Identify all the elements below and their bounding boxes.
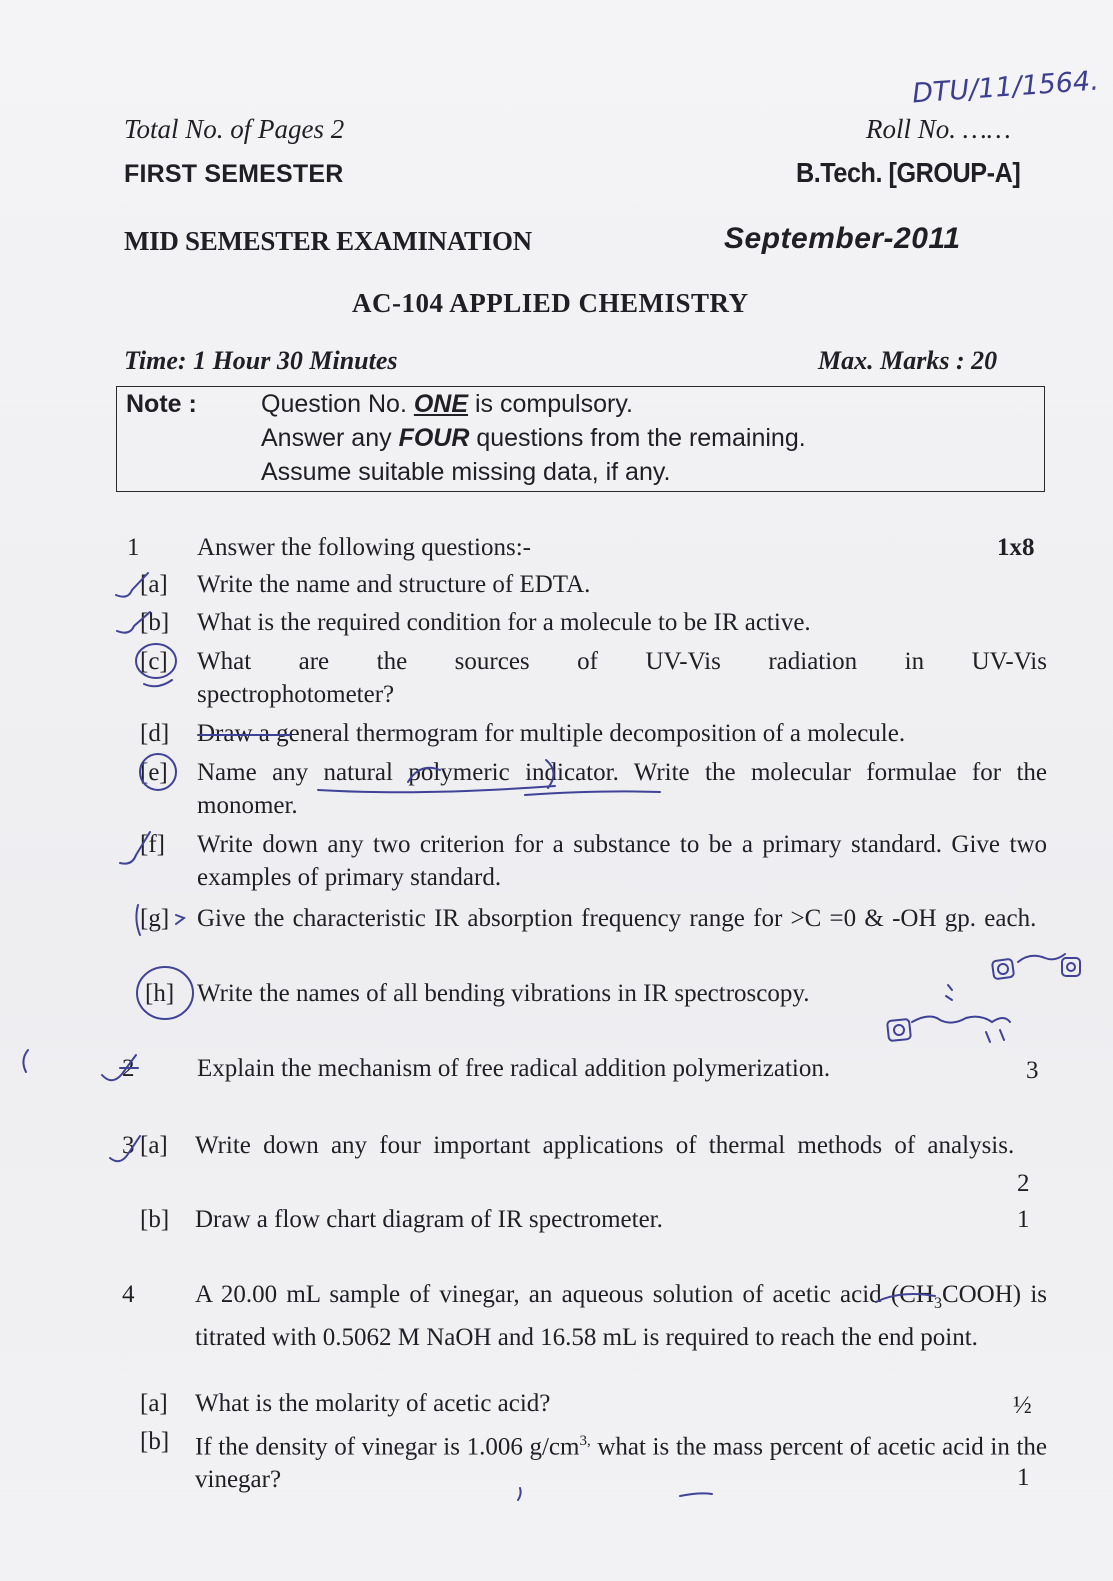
q1h-text: Write the names of all bending vibrations in IR spectroscopy. [197, 980, 810, 1007]
q1b-label: [b] [140, 609, 170, 636]
q1c-label: [c] [140, 648, 168, 675]
q4-subscript: 3 [933, 1295, 942, 1312]
subject-title: AC-104 APPLIED CHEMISTRY [352, 288, 749, 318]
q1g-label: [g] [140, 905, 170, 932]
circle-mark-h [137, 967, 193, 1019]
q4a-marks: ½ [1013, 1392, 1032, 1419]
q1g-text: Give the characteristic IR absorption frequency range for >C =0 & -OH gp. each. [197, 905, 1037, 932]
q1a-text: Write the name and structure of EDTA. [197, 571, 591, 598]
q4-number: 4 [122, 1281, 135, 1308]
semester-label: FIRST SEMESTER [124, 160, 344, 188]
q4b-superscript: 3, [579, 1433, 591, 1449]
q1c-text: What are the sources of UV-Vis radiation in UV-Vis spectrophotometer? [197, 648, 1047, 708]
q2-marks: 3 [1026, 1057, 1039, 1084]
q2-text: Explain the mechanism of free radical addition polymerization. [197, 1055, 831, 1082]
total-pages: Total No. of Pages 2 [124, 114, 345, 144]
q1d-text: Draw a general thermogram for multiple decomposition of a molecule. [197, 720, 906, 747]
q4b-text-pre: If the density of vinegar is 1.006 g/cm [195, 1433, 580, 1461]
course-label: B.Tech. [GROUP-A] [796, 157, 1021, 188]
q1f-label: [f] [140, 831, 165, 858]
q3a-marks: 2 [1017, 1170, 1030, 1197]
q4a-label: [a] [140, 1390, 168, 1417]
note-line-2-pre: Answer any [261, 424, 399, 452]
note-line-1-pre: Question No. [261, 390, 414, 418]
q4-text-pre: A 20.00 mL sample of vinegar, an aqueous solution of acetic acid (CH [195, 1281, 934, 1308]
q1-marks: 1x8 [997, 534, 1035, 561]
tick-mark-f [120, 832, 150, 864]
q4b-text-post: what is the mass percent of acetic acid in the vinegar? [195, 1433, 1047, 1494]
q1-number: 1 [127, 534, 140, 561]
exam-title: MID SEMESTER EXAMINATION [124, 226, 532, 256]
q4-text-post: COOH) is titrated with 0.5062 M NaOH and 16.58 mL is required to reach the end point. [195, 1281, 1047, 1351]
q3a-text: Write down any four important applications of thermal methods of analysis. [195, 1132, 1015, 1159]
q4a-text: What is the molarity of acetic acid? [195, 1390, 551, 1417]
tick-mark-b [117, 612, 150, 633]
underline-natural-polymeric [318, 786, 555, 792]
handwritten-ref-code: DTU/11/1564. [911, 65, 1100, 110]
q3b-marks: 1 [1017, 1206, 1030, 1233]
note-line-1-emphasis: ONE [413, 390, 469, 418]
exam-date: September-2011 [724, 222, 961, 255]
note-label: Note : [126, 390, 197, 418]
q1h-label: [h] [145, 980, 175, 1007]
q1a-label: [a] [140, 571, 168, 598]
q1e-text: Name any natural polymeric indicator. Write the molecular formulae for the monomer. [197, 759, 1047, 819]
q3b-label: [b] [140, 1206, 170, 1233]
q1e-label: [e] [140, 759, 168, 786]
q1f-text: Write down any two criterion for a substance to be a primary standard. Give two examples of primary standard. [197, 831, 1047, 891]
underline-mark-c [144, 680, 172, 686]
note-line-2-post: questions from the remaining. [469, 424, 806, 452]
note-line-3: Assume suitable missing data, if any. [261, 458, 671, 486]
note-line-2-emphasis: FOUR [398, 424, 470, 452]
q1b-text: What is the required condition for a molecule to be IR active. [197, 609, 811, 636]
exam-time: Time: 1 Hour 30 Minutes [124, 346, 398, 375]
roll-number: Roll No. …… [866, 114, 1011, 144]
tick-mark-a [116, 573, 148, 597]
max-marks: Max. Marks : 20 [818, 346, 998, 375]
q4b-label: [b] [140, 1428, 170, 1455]
q2-number: 2 [122, 1055, 135, 1082]
q3-number: 3 [122, 1132, 135, 1159]
note-line-1-post: is compulsory. [468, 390, 633, 418]
q1-text: Answer the following questions:- [197, 534, 531, 561]
q3b-text: Draw a flow chart diagram of IR spectrometer. [195, 1206, 663, 1233]
q1d-label: [d] [140, 720, 170, 747]
tick-mark-q3 [110, 1136, 140, 1161]
circle-mark-c [136, 644, 176, 678]
q4b-marks: 1 [1017, 1464, 1030, 1491]
q3a-label: [a] [140, 1132, 168, 1159]
circle-mark-e [140, 754, 176, 790]
